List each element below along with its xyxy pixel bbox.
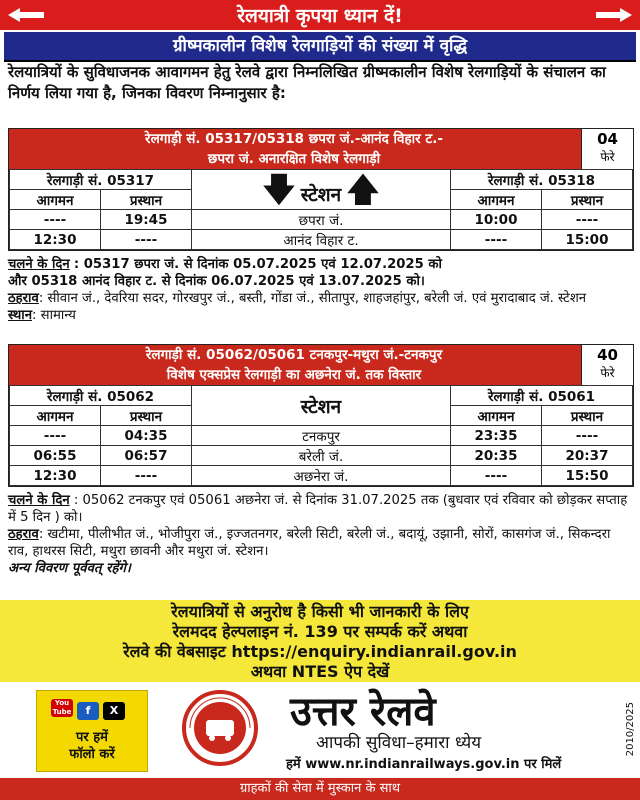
cell: 10:00 <box>451 210 542 230</box>
cell: 19:45 <box>101 210 192 230</box>
train1-section <box>8 128 634 251</box>
train2-section <box>8 344 634 487</box>
column-header: प्रस्थान <box>101 190 192 210</box>
appeal-line: रेलयात्रियों से अनुरोध है किसी भी जानकारी के लिए <box>171 602 469 621</box>
train2-schedule-table <box>9 385 633 486</box>
indian-railways-logo <box>180 688 260 768</box>
train2-title <box>9 345 579 385</box>
follow-line2: फॉलो करें <box>69 747 115 762</box>
station-cell: आनंद विहार ट. <box>192 230 451 250</box>
cell: 20:35 <box>451 446 542 466</box>
follow-text <box>37 729 147 763</box>
other-details-note: अन्य विवरण पूर्ववत् रहेंगे। <box>8 561 131 576</box>
days-text: : 05062 टनकपुर एवं 05061 अछनेरा जं. से दिनांक 31.07.2025 तक (बुधवार एवं रविवार को छोड़कर सप्ताह में 5 दिन ) को। <box>8 493 628 525</box>
train2-title-line2: विशेष एक्सप्रेस रेलगाड़ी का अछनेरा जं. तक विस्तार <box>166 367 422 383</box>
up-arrow-icon: 🡅 <box>345 169 381 210</box>
cell: ---- <box>101 466 192 486</box>
station-cell: टनकपुर <box>192 426 451 446</box>
train1-notes <box>8 256 632 324</box>
year-code: 2010/2025 <box>625 702 636 757</box>
table-row <box>10 446 633 466</box>
train1-title <box>9 129 579 169</box>
facebook-icon[interactable]: f <box>77 702 99 720</box>
train2-station-header-cell <box>192 386 451 426</box>
cell: ---- <box>451 466 542 486</box>
days-text-2: और 05318 आनंद विहार ट. से दिनांक 06.07.2025 एवं 13.07.2025 को। <box>8 274 425 289</box>
cell: ---- <box>101 230 192 250</box>
cell: 12:30 <box>10 230 101 250</box>
youtube-icon[interactable]: You Tube <box>52 699 72 716</box>
station-cell: छपरा जं. <box>192 210 451 230</box>
train1-header <box>9 129 633 169</box>
train1-left-train: रेलगाड़ी सं. 05317 <box>10 170 192 190</box>
table-row <box>10 466 633 486</box>
days-text: : 05317 छपरा जं. से दिनांक 05.07.2025 एवं 12.07.2025 को <box>73 257 442 272</box>
train1-trip-count: 04 <box>597 130 618 148</box>
column-header: आगमन <box>451 190 542 210</box>
appeal-line: रेलमदद हेल्पलाइन नं. 139 पर सम्पर्क करें अथवा <box>172 622 468 641</box>
top-banner <box>0 0 640 30</box>
train2-title-line1: रेलगाड़ी सं. 05062/05061 टनकपुर-मथुरा जं.-टनकपुर <box>145 347 443 363</box>
days-label: चलने के दिन <box>8 493 70 508</box>
subtitle: ग्रीष्मकालीन विशेष रेलगाड़ियों की संख्या में वृद्धि <box>172 36 468 56</box>
train1-title-line2: छपरा जं. अनारक्षित विशेष रेलगाड़ी <box>207 151 381 167</box>
follow-line1: पर हमें <box>76 730 108 745</box>
brand-website[interactable]: हमें www.nr.indianrailways.gov.in पर मिलें <box>286 757 562 772</box>
train2-left-train: रेलगाड़ी सं. 05062 <box>10 386 192 406</box>
social-follow-box <box>36 690 148 772</box>
days-label: चलने के दिन <box>8 257 70 272</box>
banner-title: रेलयात्री कृपया ध्यान दें! <box>237 5 403 27</box>
train1-station-header-cell <box>192 170 451 210</box>
branding-area <box>0 682 640 778</box>
train1-trip-unit: फेरे <box>600 150 615 164</box>
cell: 06:55 <box>10 446 101 466</box>
cell: 12:30 <box>10 466 101 486</box>
train2-notes <box>8 492 632 577</box>
cell: ---- <box>10 426 101 446</box>
column-header: आगमन <box>10 406 101 426</box>
halts-text: : सीवान जं., देवरिया सदर, गोरखपुर जं., बस्ती, गोंडा जं., सीतापुर, शाहजहांपुर, बरेली जं. एवं मुरादाबाद जं. स्टेशन <box>38 291 587 306</box>
halts-label: ठहराव <box>8 527 39 542</box>
intro-text: रेलयात्रियों के सुविधाजनक आवागमन हेतु रेलवे द्वारा निम्नलिखित ग्रीष्मकालीन विशेष रेलगाड़ियों के संचालन का निर्णय लिया गया है, जिनका विवरण निम्नानुसार है: <box>8 63 606 102</box>
brand-name: उत्तर रेलवे <box>290 689 436 735</box>
composition-text: : सामान्य <box>32 308 76 323</box>
table-row <box>10 230 633 250</box>
column-header: आगमन <box>10 190 101 210</box>
footer-slogan: ग्राहकों की सेवा में मुस्कान के साथ <box>0 778 640 800</box>
column-header: प्रस्थान <box>542 406 633 426</box>
cell: 20:37 <box>542 446 633 466</box>
appeal-line: अथवा NTES ऐप देखें <box>250 662 390 681</box>
cell: 04:35 <box>101 426 192 446</box>
halts-text: : खटीमा, पीलीभीत जं., भोजीपुरा जं., इज्जतनगर, बरेली सिटी, बरेली जं., बदायूं, उझानी, सोरों, कासगंज जं., सिकन्दरा राव, हाथरस सिटी, मथुरा छावनी और मथुरा जं. स्टेशन। <box>8 527 611 559</box>
helpline-appeal <box>0 600 640 682</box>
train2-header <box>9 345 633 385</box>
composition-label: स्थान <box>8 308 33 323</box>
train2-right-train: रेलगाड़ी सं. 05061 <box>451 386 633 406</box>
train1-right-train: रेलगाड़ी सं. 05318 <box>451 170 633 190</box>
social-icons <box>51 699 129 720</box>
train1-trips <box>581 129 633 169</box>
column-header: प्रस्थान <box>542 190 633 210</box>
train2-trip-unit: फेरे <box>600 366 615 380</box>
cell: 15:50 <box>542 466 633 486</box>
x-icon[interactable]: X <box>103 702 125 720</box>
cell: 06:57 <box>101 446 192 466</box>
down-arrow-icon: 🡇 <box>261 169 297 210</box>
table-row <box>10 210 633 230</box>
train2-trips <box>581 345 633 385</box>
table-row <box>10 426 633 446</box>
appeal-website[interactable]: रेलवे की वेबसाइट https://enquiry.indianrail.gov.in <box>123 642 517 661</box>
cell: 15:00 <box>542 230 633 250</box>
cell: ---- <box>542 210 633 230</box>
train1-title-line1: रेलगाड़ी सं. 05317/05318 छपरा जं.-आनंद विहार ट.- <box>145 131 443 147</box>
pointing-hand-right-icon <box>594 5 634 25</box>
station-cell: अछनेरा जं. <box>192 466 451 486</box>
halts-label: ठहराव <box>8 291 39 306</box>
column-header: आगमन <box>451 406 542 426</box>
train1-station-header: स्टेशन <box>300 183 342 206</box>
column-header: प्रस्थान <box>101 406 192 426</box>
station-cell: बरेली जं. <box>192 446 451 466</box>
train2-trip-count: 40 <box>597 346 618 364</box>
train2-station-header: स्टेशन <box>300 395 342 418</box>
cell: ---- <box>542 426 633 446</box>
cell: 23:35 <box>451 426 542 446</box>
cell: ---- <box>451 230 542 250</box>
train1-schedule-table <box>9 169 633 250</box>
cell: ---- <box>10 210 101 230</box>
subtitle-bar <box>4 32 636 62</box>
brand-tagline: आपकी सुविधा–हमारा ध्येय <box>316 733 482 753</box>
